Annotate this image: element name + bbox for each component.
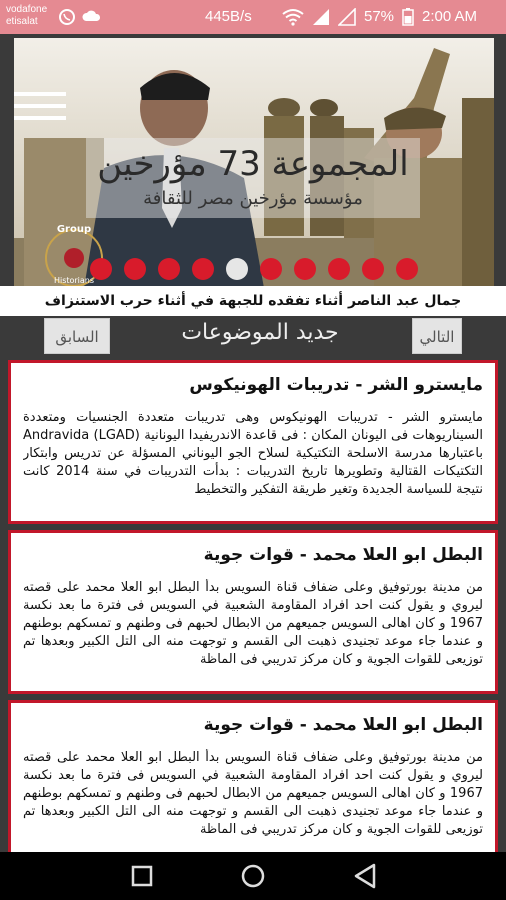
hero-caption: جمال عبد الناصر أثناء تفقده للجبهة في أثناء حرب الاستنزاف <box>0 286 506 316</box>
next-button[interactable]: التالي <box>412 318 462 354</box>
slide-dot[interactable] <box>90 258 112 280</box>
article-card[interactable] <box>8 700 498 852</box>
hero-title-box <box>86 138 420 218</box>
article-list[interactable] <box>0 358 506 852</box>
slide-indicator <box>90 258 418 280</box>
slide-dot[interactable] <box>158 258 180 280</box>
system-navigation-bar <box>0 852 506 900</box>
slide-dot[interactable] <box>362 258 384 280</box>
article-title[interactable]: البطل ابو العلا محمد - قوات جوية <box>203 715 483 735</box>
recents-icon[interactable] <box>112 852 172 900</box>
hero-subtitle: مؤسسة مؤرخين مصر للثقافة <box>143 188 363 209</box>
article-card[interactable] <box>8 530 498 694</box>
battery-percent: 57% <box>364 8 395 25</box>
article-excerpt: من مدينة بورتوفيق وعلى ضفاف قناة السويس بدأ البطل ابو العلا محمد على قصته ليروي و يقول كنت احد افراد المقاومة الشعبية في السويس فى فترة ما بعد نكسة 1967 و كان اهالى السويس جميعهم من الابطال لحبهم فى وطنهم و تمسكهم بوطنهم و عندما جاء موعد تجنيدى ذهبت الى القسم و توجهت منه الى التل الكبير وبعدها تم توزيعى للقوات الجوية و كان مركز تدريبي فى الماظة <box>23 580 483 667</box>
carrier-label <box>6 4 47 28</box>
article-title[interactable]: البطل ابو العلا محمد - قوات جوية <box>203 545 483 565</box>
slide-dot[interactable] <box>328 258 350 280</box>
slide-dot[interactable] <box>294 258 316 280</box>
cloud-icon <box>82 8 102 28</box>
hero-banner[interactable] <box>14 38 494 288</box>
article-excerpt: مايسترو الشر - تدريبات الهونيكوس وهى تدريبات متعددة الجنسيات ومتعددة السيناريوهات فى اليونان المكان : فى قاعدة الاندريفيدا اليونانية Andravida (LGAD) باعتبارها مدرسة الاسلحة التكتيكية لسلاح الجو اليوناني المسؤلة عن تدريس وابتكار التكتيكات القتالية وتطويرها تاريخ التدريبات : بدأت التدريبات في سنة 2014 كانت نتيجة للسياسة الجديدة وتغير طريقة التفكير والتخطيط <box>23 410 483 497</box>
wifi-icon <box>282 8 304 30</box>
battery-icon <box>402 8 414 30</box>
hamburger-menu-icon[interactable] <box>14 90 66 134</box>
home-icon[interactable] <box>223 852 283 900</box>
slide-dot[interactable] <box>192 258 214 280</box>
slide-dot[interactable] <box>260 258 282 280</box>
previous-button[interactable]: السابق <box>44 318 110 354</box>
carrier-line-1: vodafone <box>6 4 48 15</box>
hero-title: المجموعة 73 مؤرخين <box>97 144 409 184</box>
article-title[interactable]: مايسترو الشر - تدريبات الهونيكوس <box>189 375 483 395</box>
topics-nav <box>0 316 506 358</box>
whatsapp-icon <box>58 8 76 30</box>
logo-text-top: Group <box>56 224 92 235</box>
article-excerpt: من مدينة بورتوفيق وعلى ضفاف قناة السويس بدأ البطل ابو العلا محمد على قصته ليروي و يقول كنت احد افراد المقاومة الشعبية في السويس فى فترة ما بعد نكسة 1967 و كان اهالى السويس جميعهم من الابطال لحبهم فى وطنهم و تمسكهم بوطنهم و عندما جاء موعد تجنيدى ذهبت الى القسم و توجهت منه الى التل الكبير وبعدها تم توزيعى للقوات الجوية و كان مركز تدريبي فى الماظة <box>23 750 483 837</box>
network-speed: 445B/s <box>205 8 252 25</box>
back-icon[interactable] <box>336 852 396 900</box>
carrier-line-2: etisalat <box>6 16 38 27</box>
clock: 2:00 AM <box>422 8 478 25</box>
signal-icon-2 <box>338 8 356 30</box>
logo-text-bottom: Historians <box>53 276 95 285</box>
status-bar <box>0 0 506 34</box>
section-title: جديد الموضوعات <box>181 320 339 345</box>
article-card[interactable] <box>8 360 498 524</box>
slide-dot[interactable] <box>124 258 146 280</box>
slide-dot[interactable] <box>396 258 418 280</box>
signal-icon <box>312 8 330 30</box>
slide-dot-active[interactable] <box>226 258 248 280</box>
